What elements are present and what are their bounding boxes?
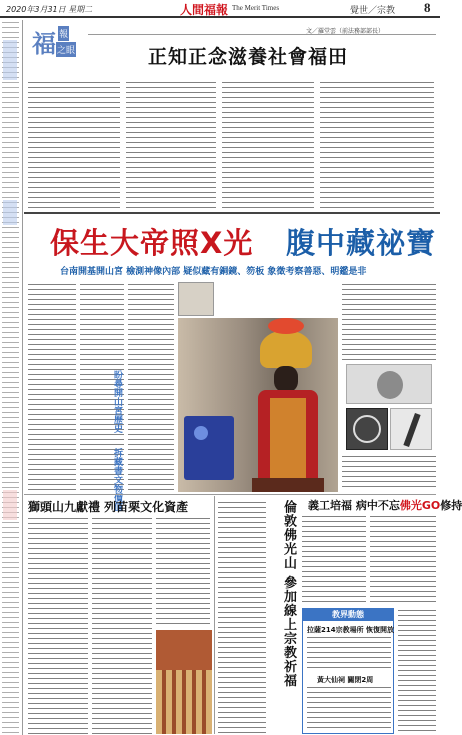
column-title-rule xyxy=(88,34,436,35)
column-body-text xyxy=(126,80,216,210)
ceremony-photo xyxy=(156,630,212,734)
tablet-shape xyxy=(403,413,420,447)
title-highlight: 佛光GO xyxy=(399,499,441,512)
column-body-text xyxy=(28,80,120,210)
story-title-lion-head: 獅頭山九獻禮 列苗栗文化資產 xyxy=(28,500,189,514)
statue-sash xyxy=(270,398,306,482)
statue-crown-ornament xyxy=(268,318,304,334)
story-title-london: 倫敦佛光山 參加線上宗教祈福 xyxy=(281,500,296,688)
story-body-text xyxy=(92,516,152,734)
section-rule xyxy=(24,494,436,495)
section-rule xyxy=(24,212,440,214)
statue-photo xyxy=(178,318,338,492)
story-title-volunteer xyxy=(308,497,462,513)
xray-caption-text xyxy=(342,454,436,490)
news-box xyxy=(302,608,394,734)
masthead: 人間福報 xyxy=(180,3,229,17)
column-body-text xyxy=(320,80,434,210)
left-strip-highlight xyxy=(3,490,17,520)
news-item-lhasa: 拉薩214宗教場所 恢復開放 xyxy=(307,626,395,634)
story-body-text xyxy=(398,608,436,734)
logo-char-eye: 之眼 xyxy=(56,42,76,57)
logo-char-fu: 福 xyxy=(32,29,56,58)
title-part-b: 修持 xyxy=(440,499,462,512)
story-body-text xyxy=(156,516,210,626)
page-header xyxy=(0,0,440,18)
left-strip-highlight xyxy=(3,200,17,225)
side-label-history: 盼尋開山宮歷史 xyxy=(112,370,122,433)
left-strip-highlight xyxy=(3,40,17,80)
left-strip-divider xyxy=(22,20,23,735)
left-strip-text xyxy=(2,20,19,735)
machine-light xyxy=(194,426,208,440)
side-label-relics: 拆藏書文物價值 xyxy=(112,448,122,511)
xray-image-2 xyxy=(346,408,388,450)
column-byline: 文／羅堂雲（前法務部部長） xyxy=(306,28,385,35)
xray-shape xyxy=(377,371,403,399)
xray-caption-text xyxy=(342,282,436,360)
statue-crown xyxy=(260,330,312,368)
issue-date: 2020年3月31日 星期二 xyxy=(6,5,93,14)
story-body-text xyxy=(28,282,76,490)
banner-part-2: 腹中藏祕寶 xyxy=(286,226,437,260)
story-divider xyxy=(214,496,215,734)
news-box-header: 教界動態 xyxy=(303,609,393,621)
statue-face xyxy=(274,366,298,392)
photo-shelf xyxy=(156,630,212,670)
xray-image-3 xyxy=(390,408,432,450)
page-number: 8 xyxy=(424,0,431,15)
column-logo xyxy=(32,24,76,68)
story-body-text xyxy=(302,514,366,606)
news-item-text xyxy=(307,685,391,731)
story-body-text xyxy=(28,516,88,734)
title-part-a: 義工培福 病中不忘 xyxy=(308,499,400,512)
news-item-wong-tai-sin: 黃大仙祠 關閉2周 xyxy=(317,676,374,684)
news-item-text xyxy=(307,635,391,671)
xray-image-1 xyxy=(346,364,432,404)
photo-offerings xyxy=(156,670,212,734)
mirror-shape xyxy=(353,415,381,443)
banner-subhead: 台南開基開山宮 檢測神像內部 疑似藏有銅鏡、笏板 象徵考察善惡、明鑑是非 xyxy=(60,267,367,277)
story-body-text xyxy=(128,282,174,490)
blue-machine xyxy=(184,416,234,480)
left-column-strip xyxy=(0,20,22,735)
column-body-text xyxy=(222,80,314,210)
statue-base xyxy=(252,478,324,492)
masthead-english: The Merit Times xyxy=(232,4,280,12)
column-title: 正知正念滋養社會福田 xyxy=(148,46,349,68)
story-body-text xyxy=(218,500,266,734)
xray-photos xyxy=(342,282,436,492)
xray-photo-small xyxy=(178,282,214,316)
banner-part-1: 保生大帝照X光 xyxy=(50,226,254,260)
story-body-text xyxy=(370,514,436,606)
section-name: 覺世／宗教 xyxy=(350,6,396,16)
banner-headline xyxy=(24,218,438,260)
logo-char-bao: 報 xyxy=(58,26,69,41)
